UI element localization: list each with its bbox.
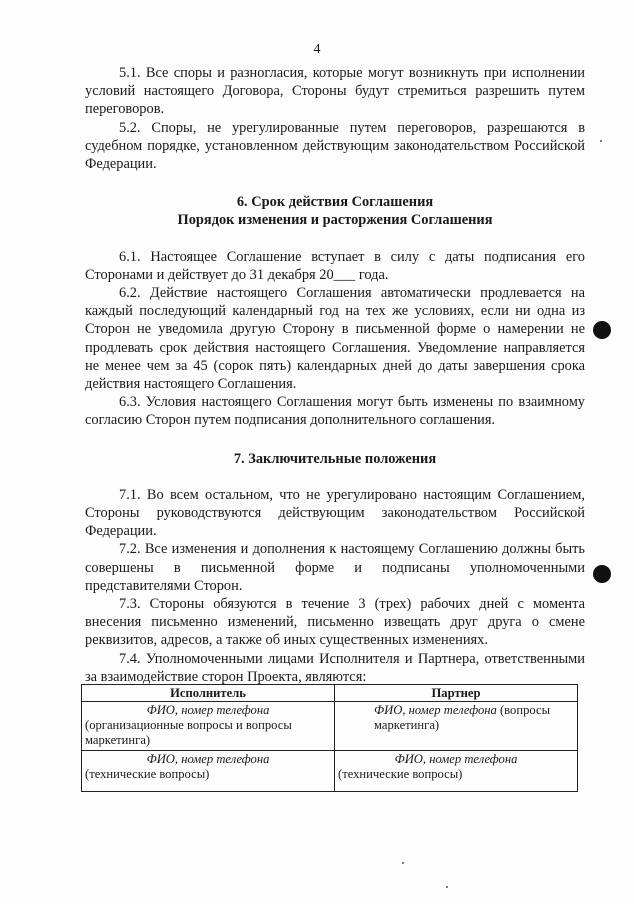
header-executor: Исполнитель (82, 685, 335, 702)
clause-6-2: 6.2. Действие настоящего Соглашения автоматически продлевается на каждый последующий календарный год на тех же условиях, если ни одна из Сторон не уведомила другую Сторону в письменной форме о намерении не продлевать срок действия настоящего Соглашения. Уведомление направляется не менее чем за 45 (сорок пять) календарных дней до даты завершения срока действия настоящего Соглашения. (85, 285, 585, 393)
scan-speck (446, 886, 448, 888)
clause-7-3: 7.3. Стороны обязуются в течение 3 (трех) рабочих дней с момента внесения письменно изменений, письменно извещать друг друга о смене реквизитов, адресов, а также об иных существенных изменениях. (85, 596, 585, 649)
clause-7-1: 7.1. Во всем остальном, что не урегулировано настоящим Соглашением, Стороны руководствуются действующим законодательством Российской Федерации. (85, 486, 585, 540)
fio-label: ФИО, номер телефона (146, 703, 270, 717)
clause-6-1: 6.1. Настоящее Соглашение вступает в силу с даты подписания его Сторонами и действует до 31 декабря 20___ года. (85, 248, 585, 283)
spacer (85, 430, 585, 450)
table-row (82, 702, 578, 751)
role-note: (вопросы маркетинга) (374, 703, 551, 733)
fio-label: ФИО, номер телефона (374, 703, 497, 717)
section-6-title: 6. Срок действия Соглашения (236, 194, 434, 211)
clause-7-4: 7.4. Уполномоченными лицами Исполнителя и Партнера, ответственными за взаимодействие сторон Проекта, являются: (85, 650, 585, 685)
table-cell-partner (335, 750, 578, 791)
role-note: (организационные вопросы и вопросы маркетинга) (85, 718, 292, 748)
clause-7-2: 7.2. Все изменения и дополнения к настоящему Соглашению должны быть совершены в письменной форме и подписаны уполномоченными представителями Сторон. (85, 541, 585, 594)
header-partner: Партнер (335, 685, 578, 702)
table-cell-executor (82, 750, 335, 791)
table-cell-executor (82, 702, 335, 751)
scan-speck (600, 140, 602, 142)
scan-speck (402, 862, 404, 864)
section-6-subtitle: Порядок изменения и расторжения Соглашения (177, 212, 493, 229)
fio-label: ФИО, номер телефона (146, 751, 270, 766)
spacer (85, 230, 585, 248)
responsible-persons-table (81, 684, 578, 792)
clause-5-2: 5.2. Споры, не урегулированные путем переговоров, разрешаются в судебном порядке, установленном действующим законодательством Российской Федерации. (85, 119, 585, 173)
clause-5-1: 5.1. Все споры и разногласия, которые могут возникнуть при исполнении условий настоящего Договора, Стороны будут стремиться разрешить путем переговоров. (85, 65, 585, 118)
binder-hole-mark (593, 321, 611, 339)
role-note: (технические вопросы) (85, 766, 210, 781)
table-cell-partner (335, 702, 578, 751)
document-body (85, 64, 585, 686)
clause-6-3: 6.3. Условия настоящего Соглашения могут быть изменены по взаимному согласию Сторон путем подписания дополнительного соглашения. (85, 394, 585, 429)
spacer (85, 173, 585, 193)
spacer (85, 468, 585, 486)
fio-label: ФИО, номер телефона (394, 751, 518, 766)
binder-hole-mark (593, 565, 611, 583)
table-row (82, 750, 578, 791)
table-header-row (82, 685, 578, 702)
section-7-title: 7. Заключительные положения (233, 450, 437, 467)
page-number: 4 (313, 42, 321, 57)
role-note: (технические вопросы) (338, 766, 463, 781)
